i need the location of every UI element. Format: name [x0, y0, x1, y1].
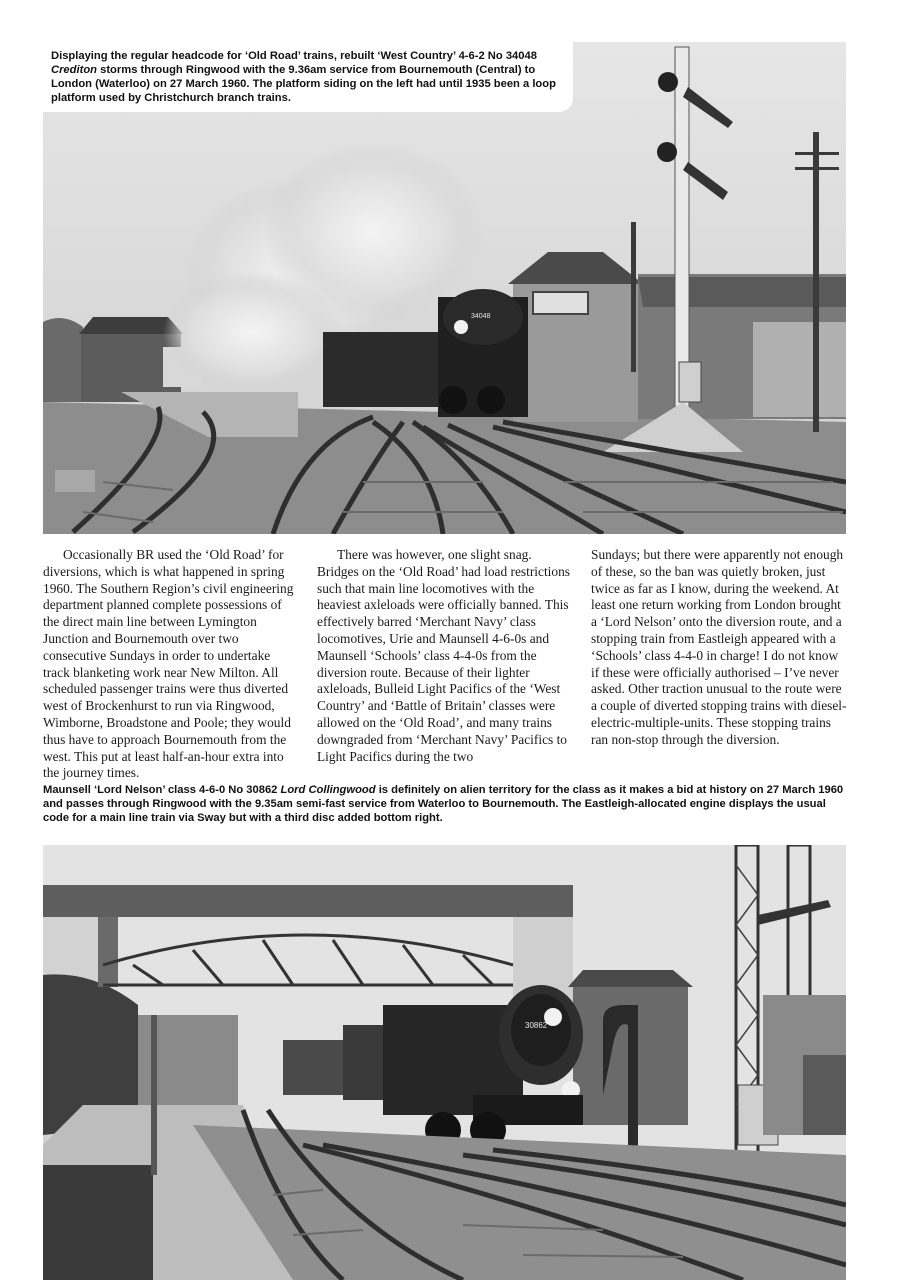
caption-mid-loco-name: Lord Collingwood — [280, 784, 376, 796]
body-column-2: There was however, one slight snag. Bridges on the ‘Old Road’ had load restrictions such that main line locomotives with the heaviest axleloads were officially banned. This effectively barred ‘Merchant Navy’ class locomotives, Urie and Maunsell 4-6-0s and Maunsell ‘Schools’ class 4-4-0s from the diversion route. Because of their lighter axleloads, Bulleid Light Pacifics of the ‘West Country’ and ‘Battle of Britain’ classes were allowed on the ‘Old Road’, and many trains downgraded from ‘Merchant Navy’ Pacifics to Light Pacifics during the two — [317, 547, 571, 764]
caption-top-loco-name: Crediton — [51, 64, 97, 76]
photo-west-country-34048 — [43, 42, 846, 534]
photo-caption-top — [51, 49, 566, 105]
caption-mid-text-1: Maunsell ‘Lord Nelson’ class 4-6-0 No 30862 — [43, 784, 281, 796]
caption-mid-text-2: is definitely on alien territory for the class as it makes a bid at history on 27 March 1960 and passes through Ringwood with the 9.35am semi-fast service from Waterloo to Bournemouth. The Eastleigh-allocated engine displays the usual code for a main line train via Sway but with a third disc added bottom right. — [43, 784, 844, 824]
loco-number-plate: 34048 — [471, 313, 491, 320]
photo-lord-nelson-30862 — [43, 845, 846, 1280]
body-column-1: Occasionally BR used the ‘Old Road’ for diversions, which is what happened in spring 1960. The Southern Region’s civil engineering department planned complete possessions of the direct main line between Lymington Junction and Bournemouth over two consecutive Sundays in order to undertake track blanketing work near New Milton. All scheduled passenger trains were thus diverted west of Brockenhurst to run via Ringwood, Wimborne, Broadstone and Poole; they would thus have to approach Bournemouth from the west. This put at least half-an-hour extra into the journey times. — [43, 547, 294, 781]
caption-top-text-1: Displaying the regular headcode for ‘Old Road’ trains, rebuilt ‘West Country’ 4-6-2 No 34048 — [51, 50, 537, 62]
body-column-3: Sundays; but there were apparently not enough of these, so the ban was quietly broken, just twice as far as I know, during the weekend. At least one return working from London brought a ‘Lord Nelson’ onto the diversion route, and a stopping train from Eastleigh appeared with a ‘Schools’ class 4-4-0 in charge! I do not know if these were officially authorised – I’ve never asked. Other traction unusual to the route were a couple of diverted stopping trains with diesel-electric-multiple-units. These stopping trains ran non-stop through the diversion. — [591, 547, 847, 747]
loco-number-plate-bottom: 30862 — [525, 1021, 548, 1030]
caption-top-text-2: storms through Ringwood with the 9.36am service from Bournemouth (Central) to London (Waterloo) on 27 March 1960. The platform siding on the left had until 1935 been a loop platform used by Christchurch branch trains. — [51, 64, 556, 104]
photo-caption-bottom — [43, 783, 853, 825]
